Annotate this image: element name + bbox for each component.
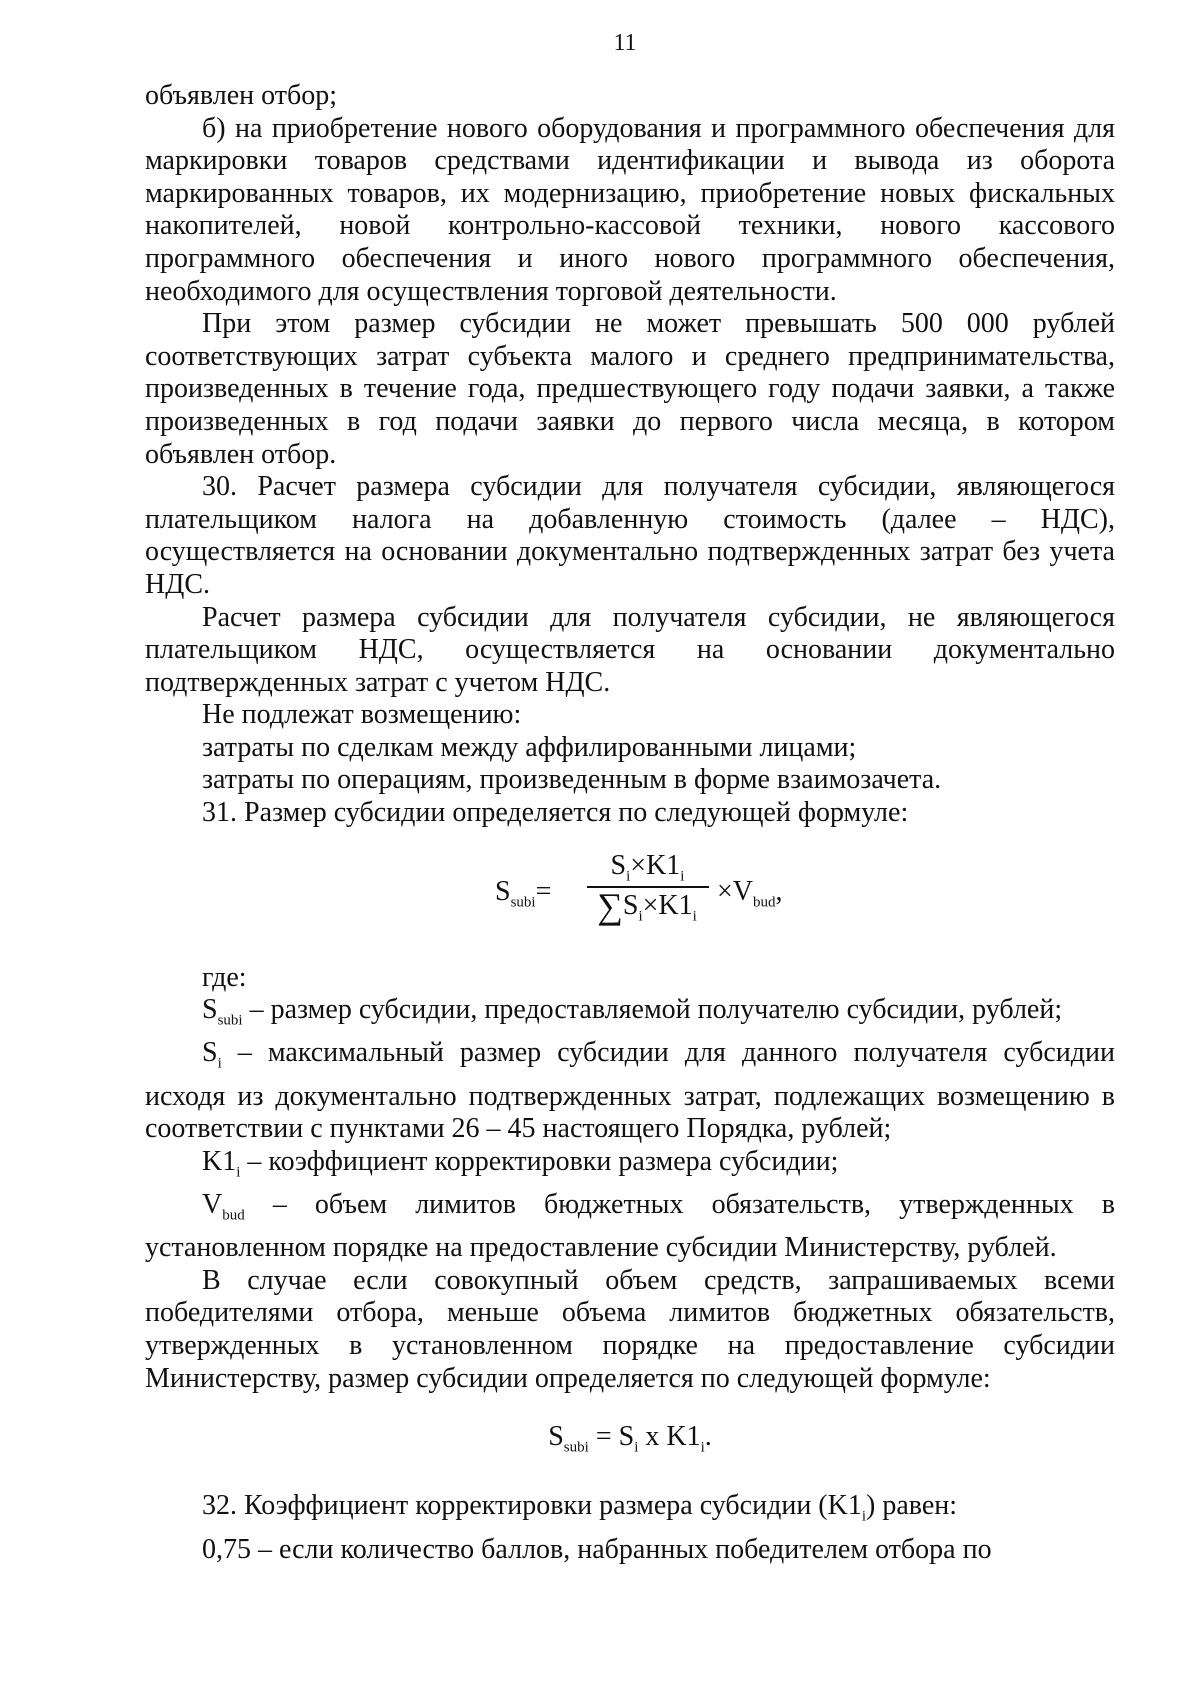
paragraph-2: При этом размер субсидии не может превышать 500 000 рублей соответствующих затрат субъекта малого и среднего предпринимательства, произведенных в течение года, предшествующего году подачи заявки, а также произведенных в год подачи заявки до первого числа месяца, в котором объявлен отбор. <box>145 308 1115 470</box>
document-body <box>145 80 1115 1566</box>
definition-si: $S_i$ – максимальный размер субсидии для данного получателя субсидии исходя из документально подтвержденных затрат, подлежащих возмещению в соответствии с пунктами 26 – 45 настоящего Порядка, рублей; <box>145 1037 1115 1145</box>
formula-numerator: $S_i\times K1_i$ <box>610 849 685 885</box>
definition-ssubi: $S_{subi}$ – размер субсидии, предоставляемой получателю субсидии, рублей; <box>202 994 1063 1029</box>
formula-lhs: $S_{subi}=$ <box>495 875 552 911</box>
paragraph-8: 31. Размер субсидии определяется по следующей формуле: <box>202 797 909 829</box>
paragraph-4: Расчет размера субсидии для получателя субсидии, не являющегося плательщиком НДС, осуществляется на основании документально подтвержденных затрат с учетом НДС. <box>145 601 1115 698</box>
paragraph-0: объявлен отбор; <box>145 80 338 111</box>
paragraph-5: Не подлежат возмещению: <box>202 699 522 731</box>
paragraph-1: б) на приобретение нового оборудования и программного обеспечения для маркировки товаров средствами идентификации и вывода из оборота маркированных товаров, их модернизацию, приобретение новых фискальных накопителей, новой контрольно-кассовой техники, нового кассового программного обеспечения и иного нового программного обеспечения, необходимого для осуществления торговой деятельности. <box>145 112 1115 307</box>
paragraph-6: затраты по сделкам между аффилированными лицами; <box>202 731 857 763</box>
paragraph-3: 30. Расчет размера субсидии для получателя субсидии, являющегося плательщиком налога на добавленную стоимость (далее – НДС), осуществляется на основании документально подтвержденных затрат без учета НДС. <box>145 471 1115 600</box>
paragraph-15: 32. Коэффициент корректировки размера субсидии $(K1_i)$ равен: <box>202 1490 958 1525</box>
simple-formula: $S_{subi} = S_i$ x $K1_i$. <box>548 1421 712 1456</box>
subsidy-formula <box>145 838 1115 956</box>
page-number: 11 <box>613 30 637 56</box>
formula-rhs: $\times V_{bud}$, <box>717 875 783 911</box>
paragraph-where: где: <box>202 961 247 993</box>
definition-k1: $K1_i$ – коэффициент корректировки размера субсидии; <box>202 1145 839 1181</box>
definition-vbud: $V_{bud}$ – объем лимитов бюджетных обязательств, утвержденных в установленном порядке на предоставление субсидии Министерству, рублей. <box>145 1189 1115 1264</box>
paragraph-14: В случае если совокупный объем средств, запрашиваемых всеми победителями отбора, меньше объема лимитов бюджетных обязательств, утвержденных в установленном порядке на предоставление субсидии Министерству, размер субсидии определяется по следующей формуле: <box>145 1264 1115 1394</box>
formula-denominator: $\sum S_i\times K1_i$ <box>597 885 697 926</box>
paragraph-16: 0,75 – если количество баллов, набранных победителем отбора по <box>202 1533 992 1565</box>
paragraph-7: затраты по операциям, произведенным в форме взаимозачета. <box>202 764 942 796</box>
